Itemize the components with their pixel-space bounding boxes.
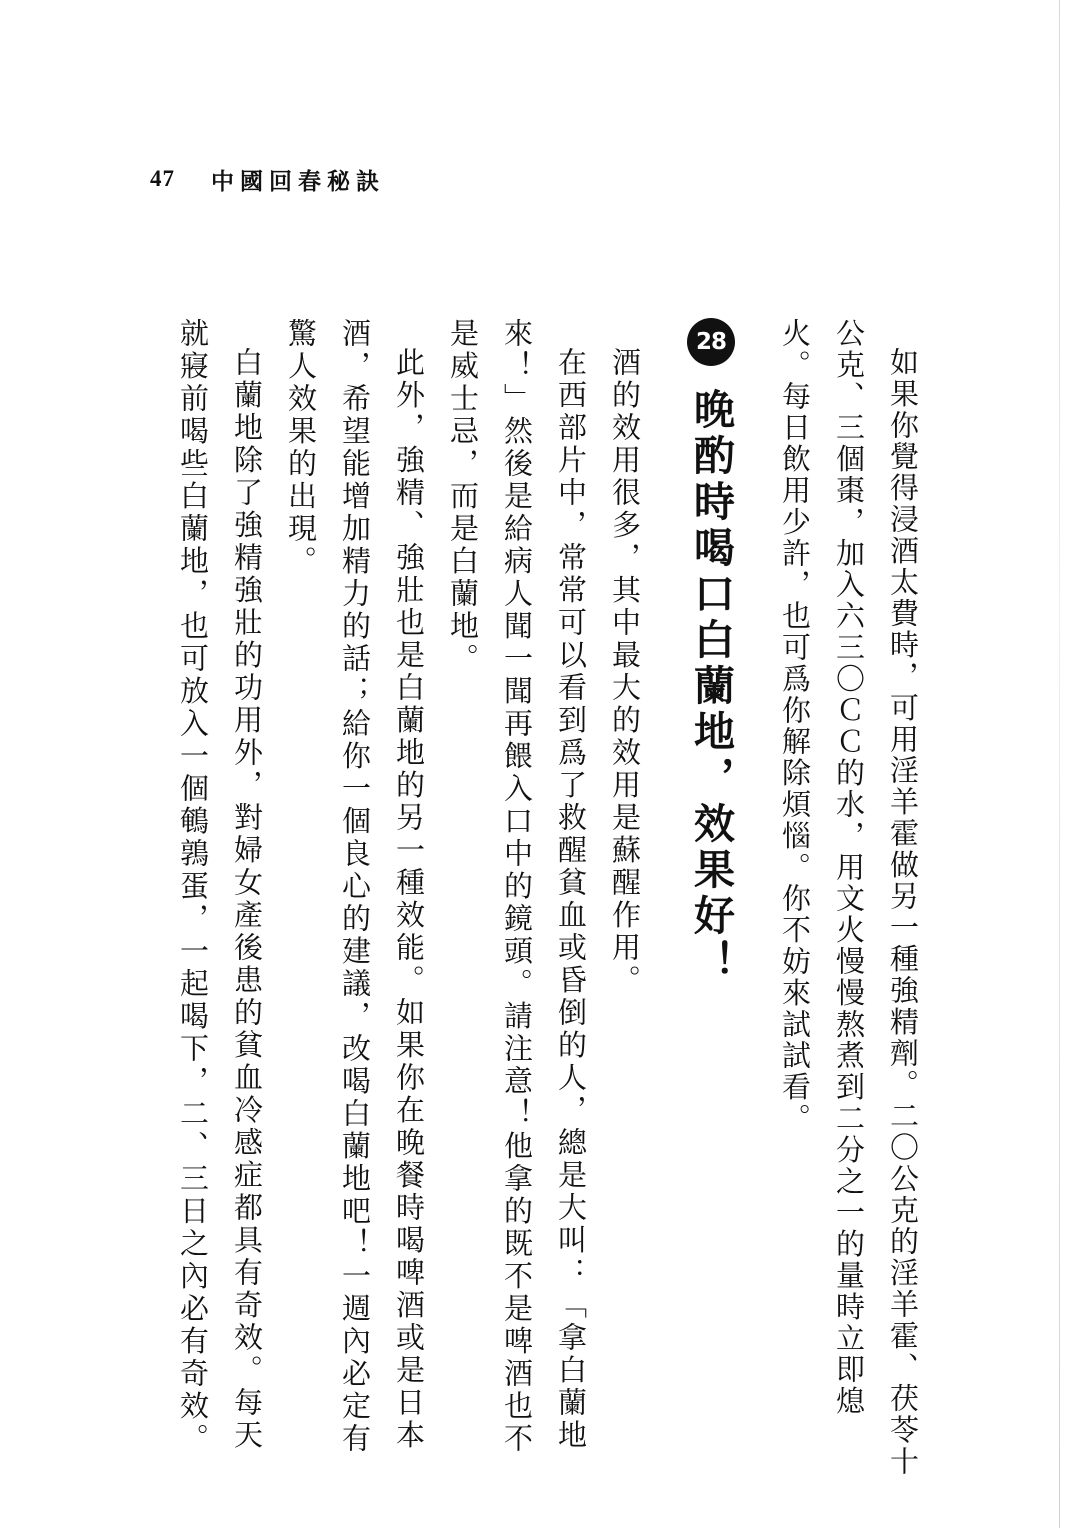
book-title: 中國回春秘訣 — [211, 167, 385, 195]
section-number: 28 — [696, 329, 727, 355]
paragraph-2: 在西部片中，常常可以看到爲了救醒貧血或昏倒的人，總是大叫：「拿白蘭地來！」然後是給病人聞一聞再餵入口中的鏡頭。請注意！他拿的既不是啤酒也不是威士忌，而是白蘭地。 — [446, 318, 588, 1456]
scan-edge — [1059, 0, 1060, 1528]
running-head — [150, 162, 385, 196]
section-number-badge — [687, 318, 735, 366]
paragraph-1: 酒的效用很多，其中最大的效用是蘇醒作用。 — [608, 347, 642, 997]
intro-paragraph: 如果你覺得浸酒太費時，可用淫羊霍做另一種強精劑。二〇公克的淫羊霍、茯苓十公克、三個棗，加入六三〇ＣＣ的水，用文火慢慢熬煮到二分之一的量時立即熄火。每日飲用少許，也可爲你解除煩惱。你不妨來試試看。 — [778, 318, 920, 1478]
paragraph-4: 白蘭地除了強精強壯的功用外，對婦女產後患的貧血冷感症都具有奇效。每天就寢前喝些白蘭地，也可放入一個鵪鶉蛋，一起喝下，二、三日之內必有奇效。 — [176, 318, 264, 1456]
section-heading — [684, 318, 738, 1478]
page-number: 47 — [150, 166, 175, 191]
body-text — [166, 318, 930, 1478]
paragraph-3: 此外，強精、強壯也是白蘭地的另一種效能。如果你在晚餐時喝啤酒或是日本酒，希望能增加精力的話；給你一個良心的建議，改喝白蘭地吧！一週內必定有驚人效果的出現。 — [284, 318, 426, 1456]
section-title: 晚酌時喝口白蘭地，效果好！ — [687, 388, 735, 986]
